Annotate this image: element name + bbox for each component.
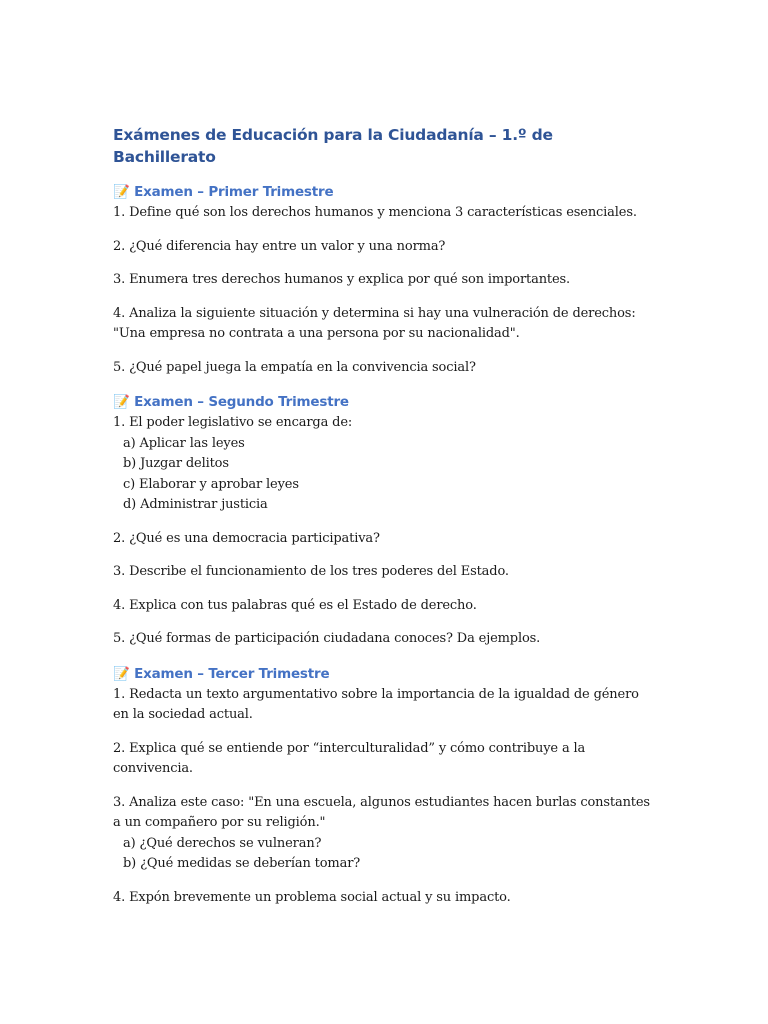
document-title: Exámenes de Educación para la Ciudadanía – 1.º de Bachillerato [113,126,553,166]
section-heading [113,391,658,413]
answer-option: b) Juzgar delitos [123,456,229,471]
question-text: 3. Describe el funcionamiento de los tres poderes del Estado. [113,564,509,579]
answer-option: a) Aplicar las leyes [123,435,245,451]
section-heading [113,663,658,685]
section-heading-text: Examen – Tercer Trimestre [134,665,330,682]
exam-section [113,391,658,650]
answer-option: d) Administrar justicia [123,497,268,512]
section-heading [113,181,658,203]
question-text: 1. El poder legislativo se encarga de: [113,415,353,430]
question [113,596,658,617]
question [113,739,658,780]
question-text: 4. Expón brevemente un problema social actual y su impacto. [113,889,511,905]
memo-icon: 📝 [113,394,130,410]
exam-sections [113,181,658,908]
question [113,685,658,726]
question [113,270,658,291]
question [113,562,658,583]
answer-option: c) Elaborar y aprobar leyes [123,476,299,492]
memo-icon: 📝 [113,665,130,682]
answer-option: b) ¿Qué medidas se deberían tomar? [123,856,361,871]
exam-section [113,181,658,378]
exam-section [113,663,658,909]
document-content [113,124,658,921]
question-text: 1. Define qué son los derechos humanos y menciona 3 características esenciales. [113,205,637,220]
question [113,358,658,379]
question [113,793,658,875]
section-heading-text: Examen – Primer Trimestre [134,184,334,200]
question-text: 5. ¿Qué formas de participación ciudadana conoces? Da ejemplos. [113,631,541,646]
question-text: 4. Explica con tus palabras qué es el Estado de derecho. [113,597,477,613]
question-text: 2. Explica qué se entiende por “interculturalidad” y cómo contribuye a la convivencia. [113,740,586,776]
question-text: 5. ¿Qué papel juega la empatía en la convivencia social? [113,359,476,375]
section-heading-text: Examen – Segundo Trimestre [134,394,349,410]
question [113,413,658,516]
question-text: 2. ¿Qué diferencia hay entre un valor y una norma? [113,238,446,254]
question-text: 3. Enumera tres derechos humanos y explica por qué son importantes. [113,272,571,287]
question-text: 2. ¿Qué es una democracia participativa? [113,530,380,546]
question [113,888,658,909]
question-text: 1. Redacta un texto argumentativo sobre la importancia de la igualdad de género en la sociedad actual. [113,686,639,722]
question [113,529,658,550]
question [113,237,658,258]
question [113,304,658,345]
question [113,629,658,650]
question-text: 4. Analiza la siguiente situación y determina si hay una vulneración de derechos: [113,305,636,321]
question [113,203,658,224]
question-text: 3. Analiza este caso: "En una escuela, algunos estudiantes hacen burlas constantes a un compañero por su religión." [113,794,650,830]
memo-icon: 📝 [113,184,130,200]
question-quote: "Una empresa no contrata a una persona por su nacionalidad". [113,326,520,341]
answer-option: a) ¿Qué derechos se vulneran? [123,835,322,851]
